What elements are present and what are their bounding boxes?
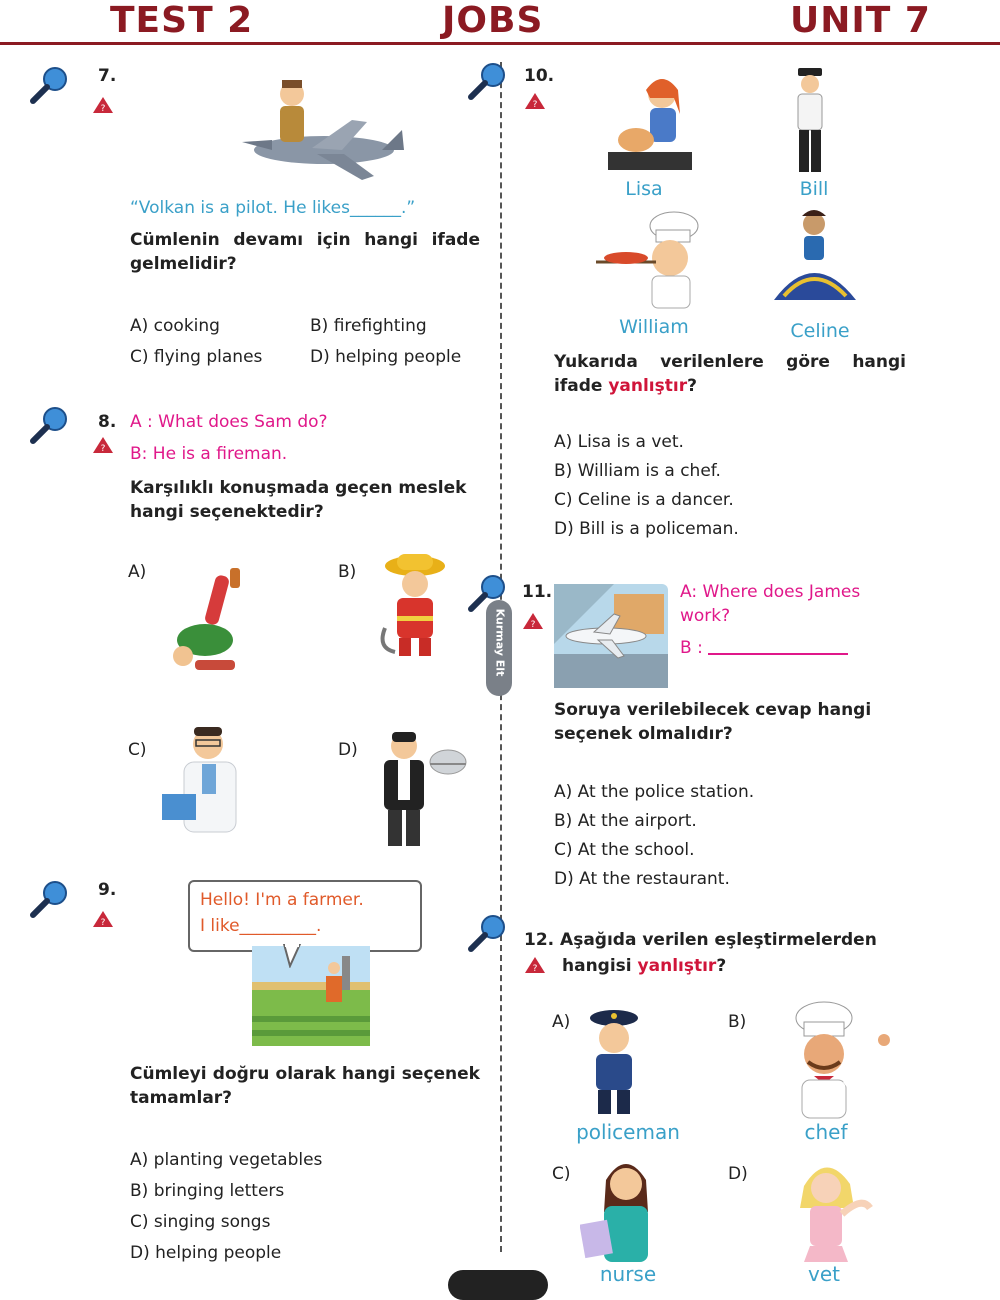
name-lisa: Lisa bbox=[625, 178, 663, 200]
q10-option-c[interactable]: C) Celine is a dancer. bbox=[554, 490, 734, 510]
q8-option-c-label[interactable]: C) bbox=[128, 740, 147, 760]
waiter-illustration[interactable] bbox=[370, 728, 470, 850]
svg-text:?: ? bbox=[100, 444, 106, 454]
q8-option-b-label[interactable]: B) bbox=[338, 562, 357, 582]
warning-icon bbox=[92, 910, 114, 928]
topic-title: JOBS bbox=[442, 0, 544, 41]
q12-job-c: nurse bbox=[599, 1262, 657, 1286]
warning-icon bbox=[522, 612, 544, 630]
q7-number: 7. bbox=[98, 66, 117, 86]
warning-icon bbox=[524, 92, 546, 110]
q12-question-mark: ? bbox=[716, 956, 727, 976]
bubble-line-1: Hello! I'm a farmer. bbox=[200, 890, 364, 910]
q10-question-emphasis: yanlıştır bbox=[608, 376, 688, 396]
q12-question-pre: hangisi bbox=[562, 956, 638, 976]
svg-text:?: ? bbox=[532, 964, 538, 974]
name-celine: Celine bbox=[790, 320, 850, 342]
publisher-tab bbox=[486, 600, 512, 696]
publisher-watermark: Kurmay Elt bbox=[493, 608, 507, 677]
q12-question-line2 bbox=[562, 954, 726, 978]
q12-option-d-label[interactable]: D) bbox=[728, 1164, 748, 1184]
q7-option-d[interactable]: D) helping people bbox=[310, 347, 462, 367]
policeman-illustration[interactable] bbox=[582, 1006, 646, 1118]
warning-icon bbox=[524, 956, 546, 974]
q12-job-d: vet bbox=[808, 1262, 840, 1286]
magnifier-icon bbox=[466, 60, 510, 104]
warning-icon bbox=[92, 436, 114, 454]
q10-number: 10. bbox=[524, 66, 555, 86]
q10-option-d[interactable]: D) Bill is a policeman. bbox=[554, 519, 739, 539]
svg-text:?: ? bbox=[100, 104, 106, 114]
bubble-line-2: I like_________. bbox=[200, 916, 322, 936]
q11-option-a[interactable]: A) At the police station. bbox=[554, 782, 755, 802]
q12-number: 12. bbox=[524, 930, 555, 950]
q12-question-text: Aşağıda verilen eşleştirmelerden bbox=[560, 930, 877, 950]
q11-question: Soruya verilebilecek cevap hangi seçenek olmalıdır? bbox=[554, 700, 872, 744]
q11-option-d[interactable]: D) At the restaurant. bbox=[554, 869, 730, 889]
name-william: William bbox=[619, 316, 689, 338]
policeman-standing-illustration bbox=[780, 66, 840, 176]
chef-with-pizza-illustration bbox=[596, 208, 710, 312]
q10-question bbox=[554, 350, 906, 398]
page-tab bbox=[448, 1270, 548, 1300]
woman-illustration[interactable] bbox=[784, 1156, 874, 1264]
q11-number: 11. bbox=[522, 582, 553, 602]
q10-option-b[interactable]: B) William is a chef. bbox=[554, 461, 721, 481]
q9-option-a[interactable]: A) planting vegetables bbox=[130, 1150, 323, 1170]
q7-option-b[interactable]: B) firefighting bbox=[310, 316, 427, 336]
bubble-tail bbox=[280, 944, 304, 968]
airport-illustration bbox=[554, 584, 668, 688]
q9-option-b[interactable]: B) bringing letters bbox=[130, 1181, 285, 1201]
nurse-illustration[interactable] bbox=[580, 1152, 672, 1264]
magnifier-icon bbox=[466, 912, 510, 956]
firefighter-illustration[interactable] bbox=[375, 548, 455, 660]
q12-question-emphasis: yanlıştır bbox=[637, 956, 717, 976]
q11-option-b[interactable]: B) At the airport. bbox=[554, 811, 697, 831]
q8-option-a-label[interactable]: A) bbox=[128, 562, 147, 582]
svg-text:?: ? bbox=[530, 620, 536, 630]
chef-illustration[interactable] bbox=[768, 1000, 892, 1120]
dancer-illustration bbox=[770, 206, 860, 306]
q7-option-c[interactable]: C) flying planes bbox=[130, 347, 263, 367]
q8-question: Karşılıklı konuşmada geçen meslek hangi seçenektedir? bbox=[130, 478, 467, 522]
vet-illustration bbox=[604, 70, 696, 174]
warning-icon bbox=[92, 96, 114, 114]
q9-number: 9. bbox=[98, 880, 117, 900]
q12-job-b: chef bbox=[804, 1120, 848, 1144]
unit-title: UNIT 7 bbox=[790, 0, 931, 41]
q10-question-mark: ? bbox=[687, 376, 697, 396]
q12-option-b-label[interactable]: B) bbox=[728, 1012, 747, 1032]
q11-option-c[interactable]: C) At the school. bbox=[554, 840, 695, 860]
q7-question: Cümlenin devamı için hangi ifade gelmelidir? bbox=[130, 230, 480, 274]
q12-option-a-label[interactable]: A) bbox=[552, 1012, 571, 1032]
q9-option-c[interactable]: C) singing songs bbox=[130, 1212, 271, 1232]
q8-speaker-a: A : What does Sam do? bbox=[130, 412, 328, 432]
q11-speaker-b: B : bbox=[680, 638, 703, 658]
q11-answer-blank bbox=[708, 653, 848, 655]
q10-question-text: Yukarıda verilenlere göre hangi ifade bbox=[554, 352, 906, 396]
header-rule bbox=[0, 42, 1000, 45]
test-title: TEST 2 bbox=[110, 0, 254, 41]
name-bill: Bill bbox=[799, 178, 829, 200]
pilot-jet-illustration bbox=[232, 70, 407, 185]
q9-question: Cümleyi doğru olarak hangi seçenek tamamlar? bbox=[130, 1064, 480, 1108]
q8-speaker-b: B: He is a fireman. bbox=[130, 444, 288, 464]
speech-bubble bbox=[188, 880, 422, 952]
q8-option-d-label[interactable]: D) bbox=[338, 740, 358, 760]
breakdancer-illustration[interactable] bbox=[165, 560, 245, 680]
q12-option-c-label[interactable]: C) bbox=[552, 1164, 571, 1184]
svg-text:?: ? bbox=[100, 918, 106, 928]
q7-option-a[interactable]: A) cooking bbox=[130, 316, 220, 336]
magnifier-icon bbox=[28, 404, 72, 448]
doctor-illustration[interactable] bbox=[160, 722, 250, 837]
q11-speaker-a: A: Where does James work? bbox=[680, 582, 861, 626]
magnifier-icon bbox=[28, 878, 72, 922]
q9-option-d[interactable]: D) helping people bbox=[130, 1243, 282, 1263]
q7-stem: “Volkan is a pilot. He likes______.” bbox=[130, 198, 416, 218]
svg-text:?: ? bbox=[532, 100, 538, 110]
farmer-scene-illustration bbox=[252, 946, 370, 1046]
q10-option-a[interactable]: A) Lisa is a vet. bbox=[554, 432, 684, 452]
q12-question-line1 bbox=[524, 928, 877, 952]
q12-job-a: policeman bbox=[576, 1120, 680, 1144]
q8-number: 8. bbox=[98, 412, 117, 432]
magnifier-icon bbox=[28, 64, 72, 108]
